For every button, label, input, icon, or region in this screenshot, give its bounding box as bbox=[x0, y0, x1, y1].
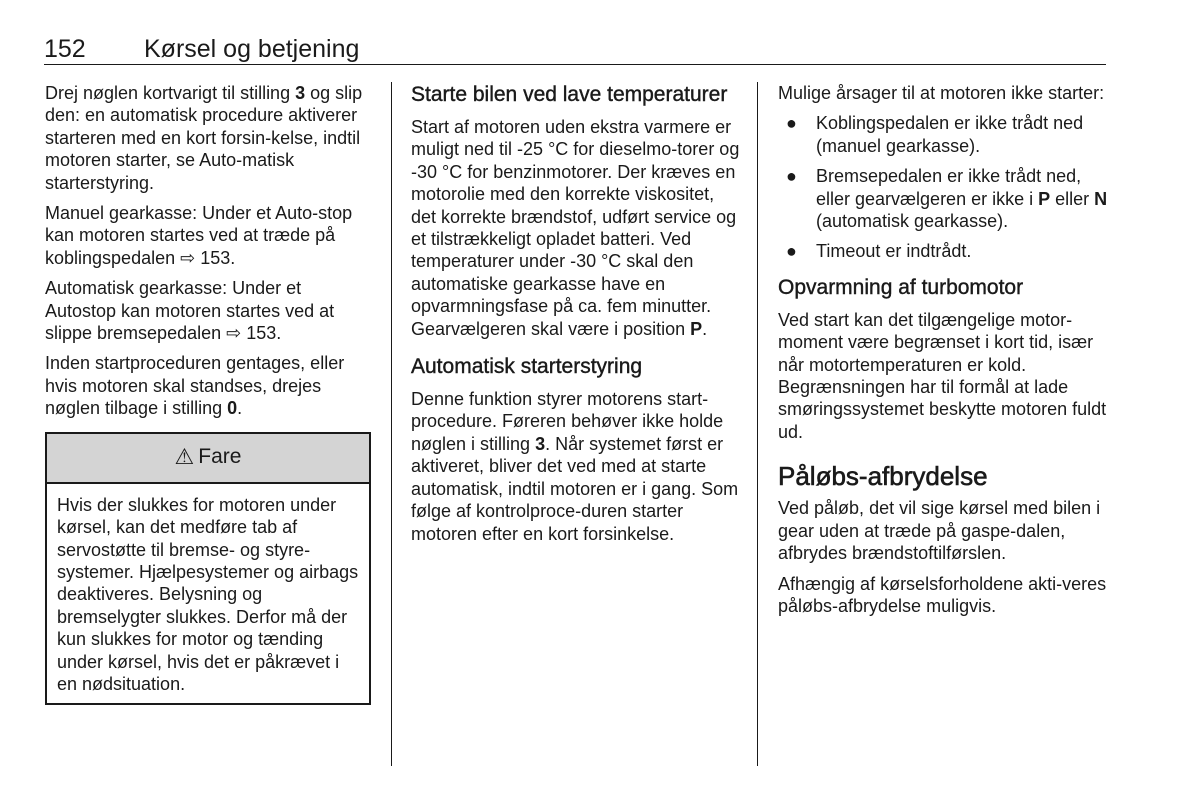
bullet-icon: ● bbox=[786, 113, 797, 134]
column-divider-1 bbox=[391, 82, 392, 766]
page-header bbox=[44, 34, 1106, 65]
heading-low-temperature-start: Starte bilen ved lave temperaturer bbox=[411, 83, 728, 106]
warning-header bbox=[47, 434, 369, 484]
paragraph-low-temperature: Start af motoren uden ekstra varmere er muligt ned til -25 °C for dieselmo-torer og -30 °C for benzinmotorer. Der kræves en motorolie med den korrekte viskositet, det korrekte brændstof, udført service og et tilstrækkeligt opladet batteri. Ved temperaturer under -30 °C skal den automatiske gearkasse have en opvarmningsfase på ca. fem minutter. Gearvælgeren skal være i position P. bbox=[411, 117, 740, 339]
column-2 bbox=[411, 82, 741, 553]
danger-warning-box bbox=[45, 432, 371, 706]
warning-triangle-icon: ⚠ bbox=[174, 444, 195, 470]
paragraph-turbo-warmup: Ved start kan det tilgængelige motor-moment være begrænset i kort tid, især når motortemperaturen er kold. Begrænsningen har til formål at lade smøringssystemet beskytte motoren fuldt ud. bbox=[778, 309, 1107, 442]
causes-list bbox=[778, 112, 1108, 262]
page-number: 152 bbox=[44, 35, 86, 63]
bullet-icon: ● bbox=[786, 241, 797, 262]
heading-automatic-starter-control: Automatisk starterstyring bbox=[411, 355, 643, 379]
list-item: ● Timeout er indtrådt. bbox=[786, 241, 972, 262]
warning-title: Fare bbox=[198, 445, 242, 469]
section-title: Kørsel og betjening bbox=[144, 35, 360, 63]
paragraph-automatic-gearbox: Automatisk gearkasse: Under et Autostop kan motoren startes ved at slippe bremsepedalen ⇨ 153. bbox=[45, 278, 335, 344]
heading-overrun-cutoff: Påløbs-afbrydelse bbox=[778, 461, 988, 492]
paragraph-restart-procedure: Inden startproceduren gentages, eller hvis motoren skal standses, drejes nøglen tilbage i stilling 0. bbox=[45, 353, 345, 419]
paragraph-manual-gearbox: Manuel gearkasse: Under et Auto-stop kan motoren startes ved at træde på koblingspedalen ⇨ 153. bbox=[45, 203, 353, 268]
paragraph-possible-causes: Mulige årsager til at motoren ikke starter: bbox=[778, 83, 1105, 103]
paragraph-overrun-definition: Ved påløb, det vil sige kørsel med bilen i gear uden at træde på gaspe-dalen, afbrydes brændstoftilførslen. bbox=[778, 498, 1101, 564]
paragraph-ignition-key: Drej nøglen kortvarigt til stilling 3 og slip den: en automatisk procedure aktiverer starteren med en kort forsin-kelse, indtil motoren starter, se Auto-matisk starterstyring. bbox=[45, 83, 363, 193]
list-item: ● Bremsepedalen er ikke trådt ned, eller gearvælgeren er ikke i P eller N (automatisk gearkasse). bbox=[786, 166, 1108, 232]
bullet-icon: ● bbox=[786, 166, 797, 187]
paragraph-automatic-starter: Denne funktion styrer motorens start-procedure. Føreren behøver ikke holde nøglen i stilling 3. Når systemet først er aktiveret, bliver det ved med at starte automatisk, indtil motoren er i gang. Som følge af kontrolproce-duren starter motoren efter en kort forsinkelse. bbox=[411, 389, 739, 544]
column-1 bbox=[45, 82, 373, 705]
heading-turbo-warmup: Opvarmning af turbomotor bbox=[778, 275, 1024, 299]
list-item: ● Koblingspedalen er ikke trådt ned (manuel gearkasse). bbox=[786, 113, 1084, 156]
paragraph-overrun-conditions: Afhængig af kørselsforholdene akti-veres påløbs-afbrydelse muligvis. bbox=[778, 573, 1107, 616]
column-3 bbox=[778, 82, 1108, 625]
column-divider-2 bbox=[757, 82, 758, 766]
warning-text: Hvis der slukkes for motoren under kørsel, kan det medføre tab af servostøtte til bremse- og styre-systemer. Hjælpesystemer og airbags deaktiveres. Belysning og bremselygter slukkes. Derfor må der kun slukkes for motor og tænding under kørsel, hvis det er påkrævet i en nødsituation. bbox=[57, 494, 359, 694]
